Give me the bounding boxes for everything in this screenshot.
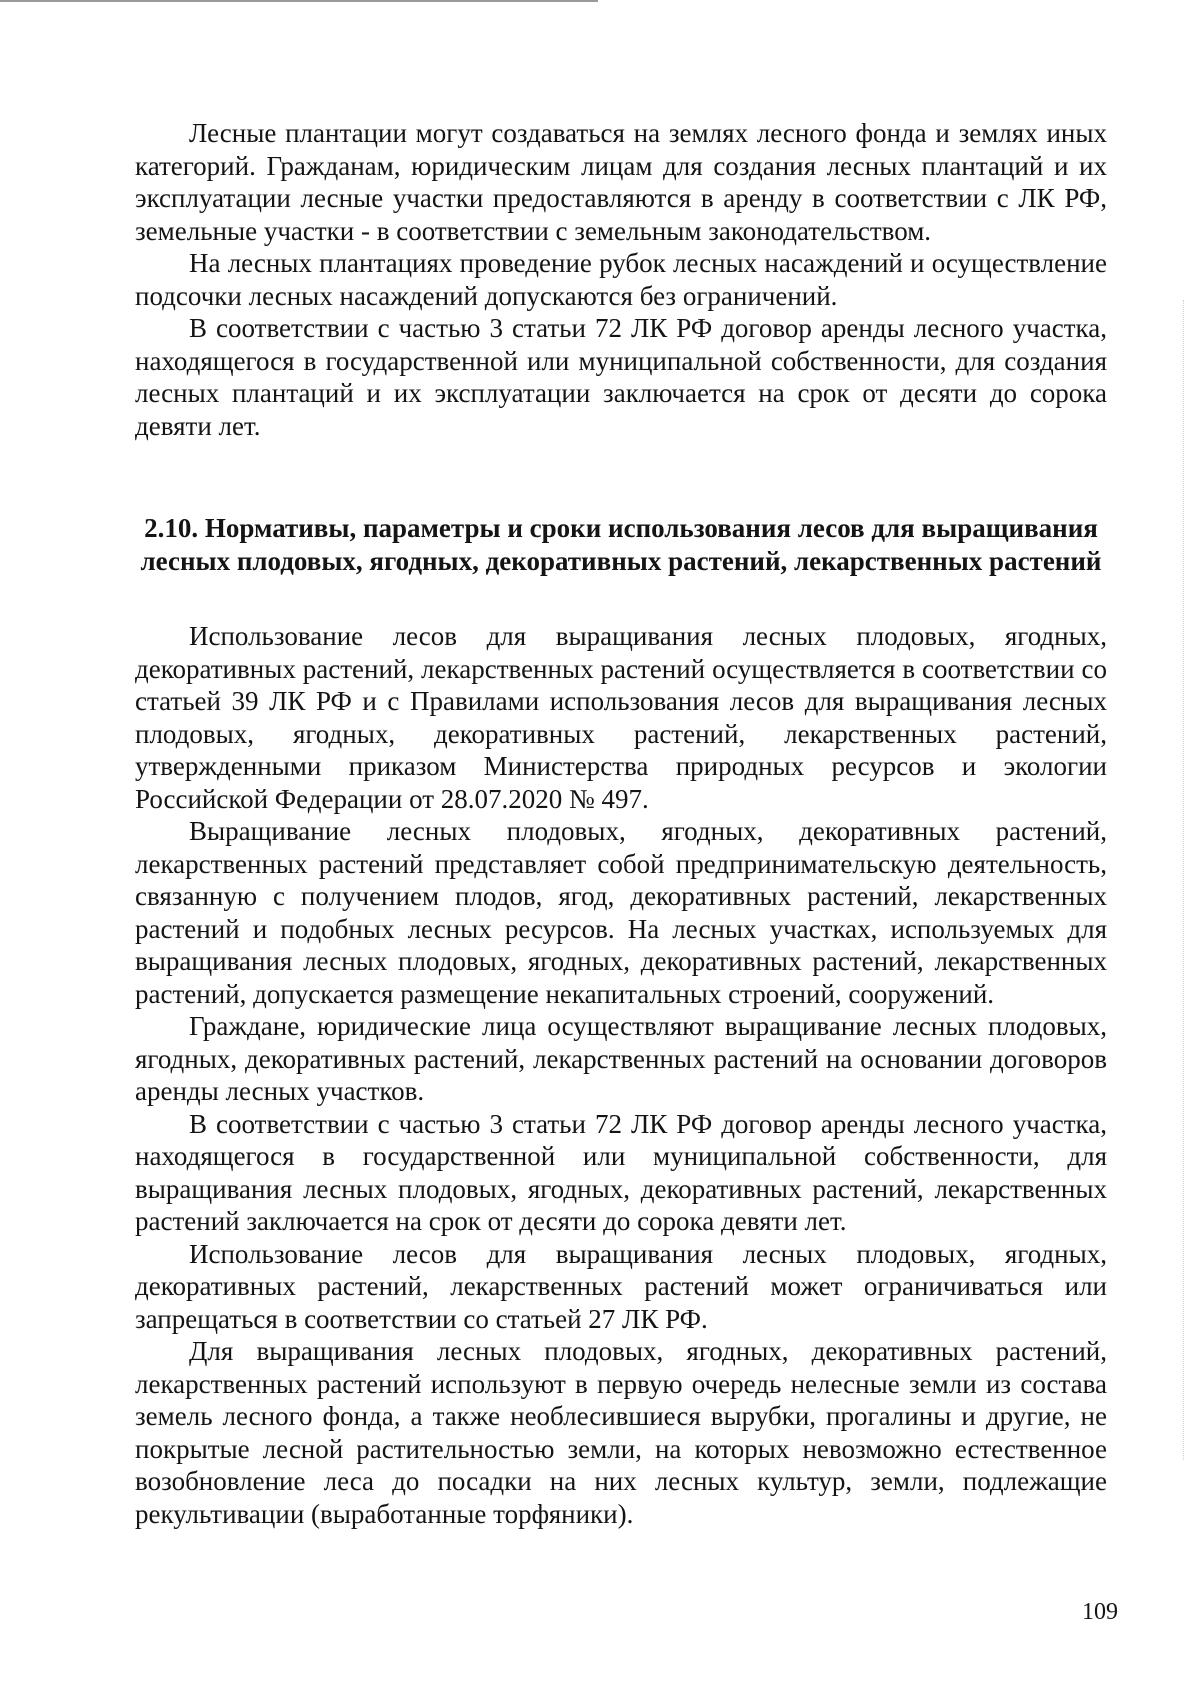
paragraph: В соответствии с частью 3 статьи 72 ЛК РФ договор аренды лесного участка, находящегося в государственной или муниципальной собственности, для выращивания лесных плодовых, ягодных, декоративных растений, лекарственных растений заключается на срок от десяти до сорока девяти лет.	[135, 1108, 1107, 1236]
margin-marks	[1183, 300, 1186, 1460]
section-heading: 2.10. Нормативы, параметры и сроки использования лесов для выращивания лесных плодовых, ягодных, декоративных растений, лекарственных растений	[140, 513, 1102, 576]
paragraph: Лесные плантации могут создаваться на землях лесного фонда и землях иных категорий. Гражданам, юридическим лицам для создания лесных плантаций и их эксплуатации лесные участки предоставляются в аренду в соответствии с ЛК РФ, земельные участки - в соответствии с земельным законодательством.	[135, 118, 1107, 246]
section-cultivation-text	[135, 620, 1107, 1530]
page-number: 109	[1082, 1599, 1118, 1625]
paragraph: Использование лесов для выращивания лесных плодовых, ягодных, декоративных растений, лекарственных растений может ограничиваться или запрещаться в соответствии со статьей 27 ЛК РФ.	[135, 1238, 1107, 1334]
paragraph: На лесных плантациях проведение рубок лесных насаждений и осуществление подсочки лесных насаждений допускаются без ограничений.	[135, 248, 1107, 311]
paragraph: В соответствии с частью 3 статьи 72 ЛК РФ договор аренды лесного участка, находящегося в государственной или муниципальной собственности, для создания лесных плантаций и их эксплуатации заключается на срок от десяти до сорока девяти лет.	[135, 313, 1107, 441]
section-plantations-text	[135, 117, 1107, 442]
paragraph: Выращивание лесных плодовых, ягодных, декоративных растений, лекарственных растений представляет собой предпринимательскую деятельность, связанную с получением плодов, ягод, декоративных растений, лекарственных растений и подобных лесных ресурсов. На лесных участках, используемых для выращивания лесных плодовых, ягодных, декоративных растений, лекарственных растений, допускается размещение некапитальных строений, сооружений.	[135, 816, 1107, 1009]
paragraph: Для выращивания лесных плодовых, ягодных, декоративных растений, лекарственных растений используют в первую очередь нелесные земли из состава земель лесного фонда, а также необлесившиеся вырубки, прогалины и другие, не покрытые лесной растительностью земли, на которых невозможно естественное возобновление леса до посадки на них лесных культур, земли, подлежащие рекультивации (выработанные торфяники).	[135, 1336, 1107, 1529]
scan-edge-line	[0, 0, 598, 2]
paragraph: Граждане, юридические лица осуществляют выращивание лесных плодовых, ягодных, декоративных растений, лекарственных растений на основании договоров аренды лесных участков.	[135, 1011, 1107, 1106]
paragraph: Использование лесов для выращивания лесных плодовых, ягодных, декоративных растений, лекарственных растений осуществляется в соответствии со статьей 39 ЛК РФ и с Правилами использования лесов для выращивания лесных плодовых, ягодных, декоративных растений, лекарственных растений, утвержденными приказом Министерства природных ресурсов и экологии Российской Федерации от 28.07.2020 № 497.	[135, 621, 1107, 814]
